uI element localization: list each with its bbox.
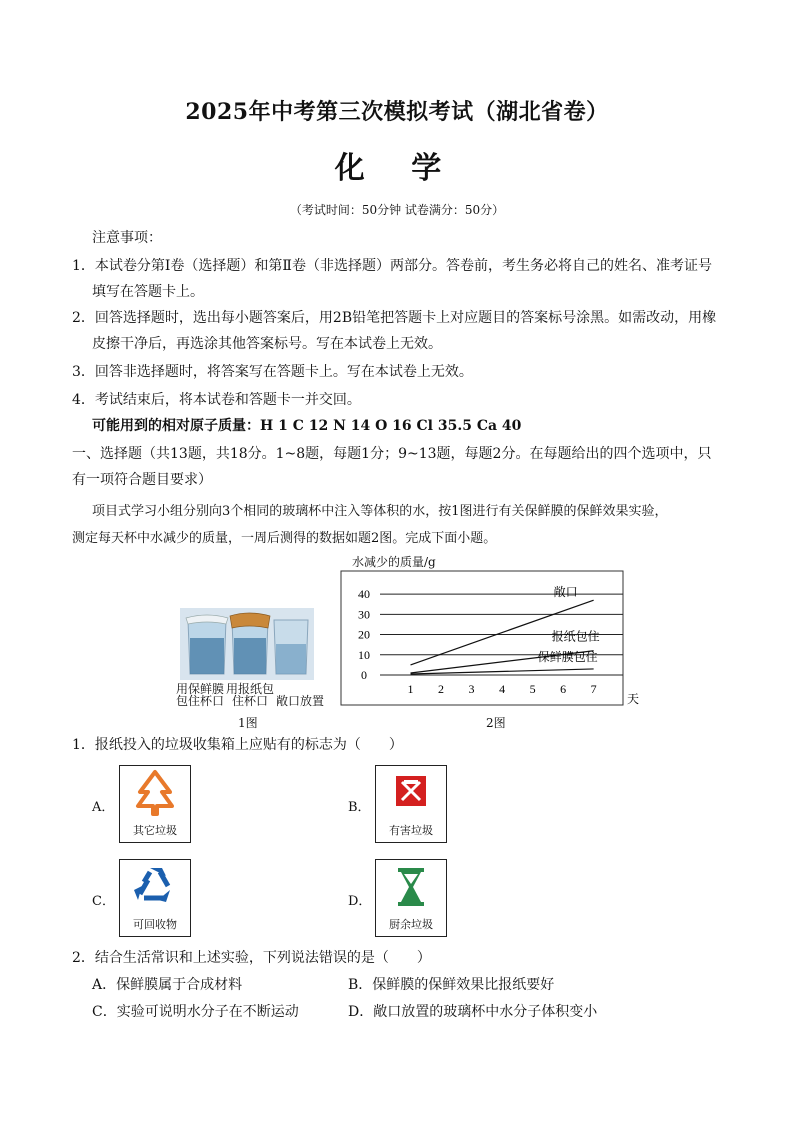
q2-option-d[interactable]: D．敞口放置的玻璃杯中水分子体积变小	[348, 1004, 598, 1020]
fig1-label-2b: 住杯口	[232, 694, 269, 708]
atomic-masses: 可能用到的相对原子质量：H 1 C 12 N 14 O 16 Cl 35.5 Ca 40	[92, 418, 522, 434]
fig1-label-3: 敞口放置	[276, 694, 325, 708]
glasses-photo	[180, 608, 314, 680]
chart-caption: 2图	[486, 716, 506, 730]
chart-x-label: 天	[626, 692, 640, 706]
glasses-illustration	[180, 608, 314, 680]
section1-line1: 一、选择题（共13题，共18分。1~8题，每题1分；9~13题，每题2分。在每题给出的四个选项中，只	[72, 446, 712, 462]
q1-option-b-sign[interactable]	[375, 765, 447, 843]
chart-y-tick-label: 40	[358, 587, 370, 602]
fig1-caption: 1图	[238, 716, 258, 730]
recycle-icon	[120, 860, 190, 915]
kitchen-waste-icon	[376, 860, 446, 915]
subject-title: 化 学	[334, 151, 460, 186]
chart-x-tick-label: 7	[590, 682, 597, 696]
note-2a: 2．回答选择题时，选出每小题答案后，用2B铅笔把答题卡上对应题目的答案标号涂黑。如需改动，用橡	[72, 310, 717, 326]
chart-series-label: 报纸包住	[551, 629, 600, 644]
page-title: 2025年中考第三次模拟考试（湖北省卷）	[185, 99, 609, 125]
q1-option-b-label: 有害垃圾	[389, 824, 433, 837]
q1-option-c-sign[interactable]	[119, 859, 191, 937]
note-4: 4．考试结束后，将本试卷和答题卡一并交回。	[72, 392, 361, 408]
q2-option-a[interactable]: A．保鲜膜属于合成材料	[92, 977, 243, 993]
chart-y-tick-label: 30	[358, 607, 370, 622]
hazardous-waste-icon	[376, 766, 446, 821]
chart-series-label: 敞口	[553, 585, 578, 600]
chart-x-tick-label: 2	[438, 682, 445, 696]
chart-x-tick-label: 4	[499, 682, 506, 696]
chart-ylabel: 水减少的质量/g	[352, 555, 436, 569]
chart-x-tick-label: 6	[560, 682, 567, 696]
chart-x-tick-label: 5	[529, 682, 536, 696]
chart-x-tick-label: 3	[468, 682, 475, 696]
q1-option-b-letter: B．	[348, 800, 371, 815]
chart-x-tick-label: 1	[407, 682, 414, 696]
chart-y-tick-label: 20	[358, 627, 370, 642]
notes-heading: 注意事项：	[92, 230, 162, 246]
chart-y-tick-label: 10	[358, 647, 370, 662]
fig1-label-1b: 包住杯口	[176, 694, 225, 708]
chart-series-label: 保鲜膜包住	[537, 649, 598, 664]
q2-option-b[interactable]: B．保鲜膜的保鲜效果比报纸要好	[348, 977, 555, 993]
chart-y-tick-label: 0	[361, 668, 367, 682]
note-2b: 皮擦干净后，再选涂其他答案标号。写在本试卷上无效。	[92, 336, 442, 352]
q2-stem: 2．结合生活常识和上述实验，下列说法错误的是（ ）	[72, 950, 431, 966]
q1-option-d-sign[interactable]	[375, 859, 447, 937]
note-3: 3．回答非选择题时，将答案写在答题卡上。写在本试卷上无效。	[72, 364, 473, 380]
section1-line2: 有一项符合题目要求）	[72, 472, 212, 488]
water-loss-chart	[340, 570, 645, 710]
note-1b: 填写在答题卡上。	[92, 284, 204, 300]
exam-info: （考试时间：50分钟 试卷满分：50分）	[289, 203, 505, 217]
q2-option-c[interactable]: C．实验可说明水分子在不断运动	[92, 1004, 299, 1020]
q1-option-a-sign[interactable]	[119, 765, 191, 843]
passage-line2: 测定每天杯中水减少的质量，一周后测得的数据如题2图。完成下面小题。	[72, 531, 497, 546]
fig1-label-1a: 用保鲜膜	[176, 682, 225, 696]
passage-line1: 项目式学习小组分别向3个相同的玻璃杯中注入等体积的水，按1图进行有关保鲜膜的保鲜效果实验，	[92, 504, 668, 519]
other-waste-icon	[120, 766, 190, 821]
q1-option-c-label: 可回收物	[133, 918, 177, 931]
q1-option-a-label: 其它垃圾	[133, 824, 177, 837]
q1-option-c-letter: C．	[92, 894, 115, 909]
q1-option-a-letter: A．	[92, 800, 115, 815]
note-1a: 1．本试卷分第Ⅰ卷（选择题）和第Ⅱ卷（非选择题）两部分。答卷前，考生务必将自己的姓名、准考证号	[72, 258, 712, 274]
q1-stem: 1．报纸投入的垃圾收集箱上应贴有的标志为（ ）	[72, 737, 403, 753]
q1-option-d-letter: D．	[348, 894, 372, 909]
q1-option-d-label: 厨余垃圾	[389, 918, 433, 931]
fig1-label-2a: 用报纸包	[226, 682, 275, 696]
